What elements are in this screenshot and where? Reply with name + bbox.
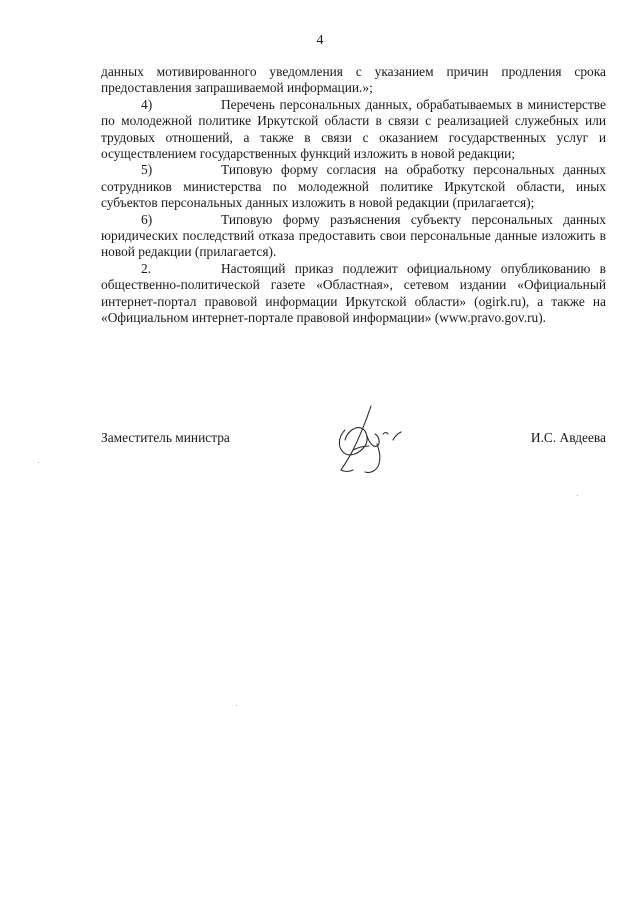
- paragraph-text: Типовую форму согласия на обработку персональных данных сотрудников министерства по молодежной политике Иркутской области, иных субъектов персональных данных изложить в новой редакции (прилагается);: [101, 162, 606, 211]
- signatory-title: Заместитель министра: [101, 430, 230, 445]
- scan-speck: [38, 462, 39, 463]
- item-number: 6): [141, 211, 153, 227]
- item-number: 5): [141, 162, 153, 178]
- signature-block: [101, 430, 606, 480]
- paragraph-item-2: [101, 261, 606, 327]
- page-number: 4: [316, 33, 324, 48]
- paragraph-text: Перечень персональных данных, обрабатываемых в министерстве по молодежной политике Иркутской области в связи с реализацией служебных или трудовых отношений, а также в связи с оказанием государственных услуг и осуществлением государственных функций изложить в новой редакции;: [101, 96, 606, 162]
- paragraph-item-6: [101, 212, 606, 261]
- scan-speck: [236, 705, 237, 706]
- paragraph-item-4: [101, 97, 606, 163]
- signatory-name: И.С. Авдеева: [530, 430, 606, 445]
- paragraph-text: Типовую форму разъяснения субъекту персональных данных юридических последствий отказа предоставить свои персональные данные изложить в новой редакции (прилагается).: [101, 211, 606, 260]
- item-number: 4): [141, 96, 153, 112]
- paragraph-text: Настоящий приказ подлежит официальному опубликованию в общественно-политической газете «Областная», сетевом издании «Официальный интернет-портал правовой информации Иркутской области» (ogirk.ru), а также на «Официальном интернет-портале правовой информации» (www.pravo.gov.ru).: [101, 260, 606, 326]
- document-body: [101, 64, 606, 327]
- paragraph-continuation: [101, 64, 606, 97]
- paragraph-text: данных мотивированного уведомления с указанием причин продления срока предоставления запрашиваемой информации.»;: [101, 64, 606, 96]
- handwritten-signature: [331, 400, 411, 478]
- item-number: 2.: [141, 260, 152, 276]
- scan-speck: [577, 495, 578, 496]
- paragraph-item-5: [101, 162, 606, 211]
